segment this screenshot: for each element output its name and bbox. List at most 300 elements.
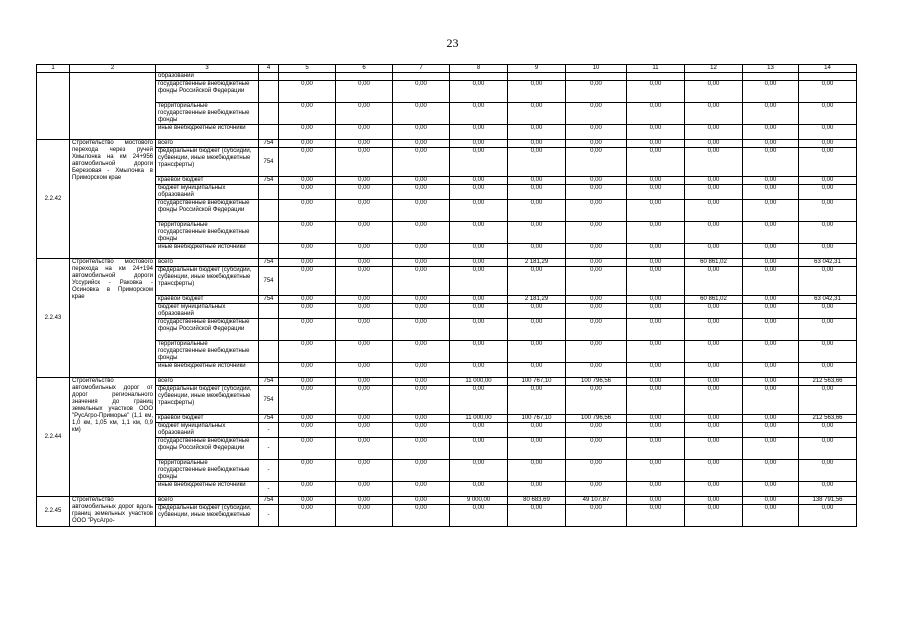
amount-cell: 0,00 [393, 319, 450, 341]
amount-cell: 0,00 [743, 386, 799, 415]
amount-cell: 0,00 [627, 482, 685, 497]
amount-cell: 0,00 [685, 505, 743, 527]
amount-cell: 0,00 [336, 378, 393, 386]
amount-cell: 0,00 [685, 148, 743, 177]
amount-cell [566, 73, 627, 81]
amount-cell: 0,00 [508, 103, 566, 125]
table-body [37, 73, 857, 527]
amount-cell: 0,00 [279, 296, 336, 304]
amount-cell: 0,00 [279, 200, 336, 222]
amount-cell: 0,00 [450, 185, 508, 200]
amount-cell: 0,00 [743, 244, 799, 259]
amount-cell: 0,00 [627, 460, 685, 482]
amount-cell [508, 73, 566, 81]
table-row [37, 415, 857, 423]
table-row [37, 497, 857, 505]
amount-cell: 0,00 [743, 81, 799, 103]
amount-cell: 0,00 [799, 482, 857, 497]
column-number-8: 8 [450, 65, 508, 73]
column-number-12: 12 [685, 65, 743, 73]
amount-cell: 0,00 [566, 259, 627, 267]
amount-cell: 0,00 [685, 497, 743, 505]
amount-cell: 0,00 [799, 319, 857, 341]
funding-source: территориальные государственные внебюджетные фонды [156, 222, 259, 244]
amount-cell: 0,00 [743, 415, 799, 423]
amount-cell: 0,00 [627, 103, 685, 125]
amount-cell: 0,00 [336, 222, 393, 244]
table-row [37, 200, 857, 222]
amount-cell: 0,00 [685, 423, 743, 438]
amount-cell: 0,00 [627, 259, 685, 267]
amount-cell: 0,00 [450, 386, 508, 415]
amount-cell [799, 73, 857, 81]
amount-cell: 0,00 [393, 378, 450, 386]
funding-source: всего [156, 259, 259, 267]
item-name: Строительство автомобильных дорог вдоль границ земельных участков ООО "РусАгро- [70, 497, 156, 527]
amount-cell: 0,00 [393, 296, 450, 304]
amount-cell: 0,00 [279, 341, 336, 363]
amount-cell: 0,00 [799, 363, 857, 378]
admin-code: 754 [259, 296, 279, 304]
amount-cell: 0,00 [566, 103, 627, 125]
amount-cell: 0,00 [450, 267, 508, 296]
amount-cell: 0,00 [508, 244, 566, 259]
item-number: 2.2.45 [37, 497, 70, 527]
amount-cell: 0,00 [450, 103, 508, 125]
amount-cell: 0,00 [799, 125, 857, 140]
amount-cell: 0,00 [279, 304, 336, 319]
amount-cell: 63 042,31 [799, 259, 857, 267]
amount-cell: 0,00 [566, 386, 627, 415]
funding-source: бюджет муниципальных образований [156, 304, 259, 319]
amount-cell: 0,00 [336, 304, 393, 319]
amount-cell: 0,00 [450, 148, 508, 177]
amount-cell: 0,00 [566, 200, 627, 222]
amount-cell: 0,00 [336, 415, 393, 423]
amount-cell: 0,00 [566, 140, 627, 148]
amount-cell: 0,00 [627, 296, 685, 304]
amount-cell [336, 73, 393, 81]
admin-code: 754 [259, 259, 279, 267]
amount-cell: 0,00 [393, 497, 450, 505]
amount-cell: 0,00 [799, 222, 857, 244]
amount-cell [279, 73, 336, 81]
amount-cell: 0,00 [685, 304, 743, 319]
amount-cell: 0,00 [799, 200, 857, 222]
amount-cell: 0,00 [799, 341, 857, 363]
amount-cell: 0,00 [627, 363, 685, 378]
amount-cell: 0,00 [279, 415, 336, 423]
amount-cell [685, 73, 743, 81]
admin-code [259, 73, 279, 81]
amount-cell: 63 042,31 [799, 296, 857, 304]
amount-cell: 0,00 [508, 177, 566, 185]
amount-cell: 0,00 [393, 81, 450, 103]
amount-cell: 0,00 [279, 148, 336, 177]
funding-source: краевой бюджет [156, 177, 259, 185]
amount-cell: 0,00 [336, 125, 393, 140]
amount-cell: 0,00 [743, 222, 799, 244]
funding-source: иные внебюджетные источники [156, 125, 259, 140]
amount-cell: 0,00 [627, 386, 685, 415]
amount-cell: 0,00 [743, 438, 799, 460]
amount-cell: 0,00 [566, 482, 627, 497]
funding-source: иные внебюджетные источники [156, 482, 259, 497]
admin-code: 754 [259, 497, 279, 505]
column-number-13: 13 [743, 65, 799, 73]
amount-cell: 0,00 [279, 244, 336, 259]
amount-cell: 0,00 [685, 378, 743, 386]
table-row [37, 296, 857, 304]
funding-source: территориальные государственные внебюджетные фонды [156, 341, 259, 363]
amount-cell: 0,00 [279, 81, 336, 103]
amount-cell: 0,00 [566, 177, 627, 185]
amount-cell: 0,00 [627, 148, 685, 177]
item-name [70, 73, 156, 140]
amount-cell: 0,00 [743, 200, 799, 222]
amount-cell: 0,00 [393, 177, 450, 185]
amount-cell: 0,00 [743, 177, 799, 185]
amount-cell: 11 000,00 [450, 415, 508, 423]
amount-cell: 0,00 [393, 259, 450, 267]
amount-cell: 100 796,56 [566, 378, 627, 386]
amount-cell: 0,00 [336, 200, 393, 222]
amount-cell: 0,00 [508, 505, 566, 527]
admin-code: 754 [259, 148, 279, 177]
amount-cell: 0,00 [336, 296, 393, 304]
amount-cell: 0,00 [627, 244, 685, 259]
amount-cell: 0,00 [336, 244, 393, 259]
amount-cell: 0,00 [450, 363, 508, 378]
amount-cell: 0,00 [336, 363, 393, 378]
amount-cell [393, 73, 450, 81]
amount-cell: 0,00 [627, 222, 685, 244]
admin-code: 754 [259, 378, 279, 386]
funding-source: федеральный бюджет (субсидии, субвенции, иные межбюджетные трансферты) [156, 148, 259, 177]
amount-cell: 0,00 [336, 386, 393, 415]
amount-cell: 0,00 [685, 341, 743, 363]
column-number-row [37, 65, 857, 73]
amount-cell: 0,00 [393, 222, 450, 244]
amount-cell: 0,00 [685, 222, 743, 244]
amount-cell: 0,00 [508, 482, 566, 497]
amount-cell: 0,00 [450, 244, 508, 259]
amount-cell: 0,00 [508, 222, 566, 244]
amount-cell: 100 796,56 [566, 415, 627, 423]
amount-cell: 0,00 [279, 423, 336, 438]
amount-cell: 212 563,66 [799, 415, 857, 423]
amount-cell: 0,00 [566, 267, 627, 296]
admin-code [259, 125, 279, 140]
amount-cell: 0,00 [393, 505, 450, 527]
amount-cell: 0,00 [743, 125, 799, 140]
admin-code: - [259, 460, 279, 482]
table-row [37, 423, 857, 438]
amount-cell: 0,00 [685, 460, 743, 482]
item-name: Строительство мостового перехода через ручей Хмылонка на км 24+956 автомобильной дороги Березовая - Хмылонка в Приморском крае [70, 140, 156, 259]
amount-cell: 0,00 [450, 341, 508, 363]
amount-cell: 0,00 [279, 482, 336, 497]
amount-cell: 0,00 [627, 304, 685, 319]
amount-cell: 0,00 [566, 363, 627, 378]
amount-cell: 0,00 [508, 438, 566, 460]
amount-cell: 0,00 [508, 185, 566, 200]
amount-cell: 0,00 [685, 185, 743, 200]
amount-cell: 0,00 [566, 304, 627, 319]
amount-cell: 0,00 [743, 482, 799, 497]
table-row [37, 386, 857, 415]
table-row [37, 140, 857, 148]
amount-cell: 0,00 [393, 460, 450, 482]
table-row [37, 103, 857, 125]
amount-cell: 0,00 [508, 140, 566, 148]
column-number-5: 5 [279, 65, 336, 73]
amount-cell: 0,00 [685, 386, 743, 415]
amount-cell: 0,00 [799, 81, 857, 103]
admin-code [259, 81, 279, 103]
funding-source: федеральный бюджет (субсидии, субвенции, иные межбюджетные трансферты) [156, 386, 259, 415]
column-number-1: 1 [37, 65, 70, 73]
table-row [37, 505, 857, 527]
amount-cell: 0,00 [627, 341, 685, 363]
amount-cell: 0,00 [393, 200, 450, 222]
table-row [37, 319, 857, 341]
amount-cell: 0,00 [685, 200, 743, 222]
amount-cell: 0,00 [508, 81, 566, 103]
amount-cell: 0,00 [450, 438, 508, 460]
admin-code [259, 200, 279, 222]
amount-cell: 0,00 [393, 267, 450, 296]
amount-cell: 0,00 [508, 148, 566, 177]
amount-cell: 0,00 [336, 423, 393, 438]
amount-cell: 60 861,02 [685, 296, 743, 304]
amount-cell: 0,00 [743, 103, 799, 125]
amount-cell: 0,00 [393, 423, 450, 438]
amount-cell [743, 73, 799, 81]
column-number-7: 7 [393, 65, 450, 73]
amount-cell: 80 683,69 [508, 497, 566, 505]
amount-cell: 0,00 [566, 296, 627, 304]
amount-cell: 0,00 [566, 460, 627, 482]
amount-cell: 0,00 [450, 319, 508, 341]
amount-cell: 0,00 [566, 125, 627, 140]
amount-cell: 0,00 [743, 185, 799, 200]
amount-cell: 0,00 [799, 185, 857, 200]
amount-cell: 0,00 [336, 460, 393, 482]
amount-cell: 0,00 [566, 222, 627, 244]
amount-cell: 0,00 [799, 140, 857, 148]
admin-code [259, 185, 279, 200]
amount-cell: 138 791,56 [799, 497, 857, 505]
amount-cell: 0,00 [743, 497, 799, 505]
amount-cell: 0,00 [685, 103, 743, 125]
amount-cell: 11 000,00 [450, 378, 508, 386]
table-row [37, 177, 857, 185]
table-row [37, 185, 857, 200]
table-row [37, 378, 857, 386]
amount-cell: 0,00 [393, 185, 450, 200]
funding-source: иные внебюджетные источники [156, 363, 259, 378]
column-number-6: 6 [336, 65, 393, 73]
amount-cell: 0,00 [799, 177, 857, 185]
amount-cell: 0,00 [336, 185, 393, 200]
column-number-3: 3 [156, 65, 259, 73]
amount-cell: 2 181,29 [508, 296, 566, 304]
funding-source: всего [156, 140, 259, 148]
column-number-10: 10 [566, 65, 627, 73]
funding-source: государственные внебюджетные фонды Российской Федерации [156, 200, 259, 222]
amount-cell: 0,00 [279, 363, 336, 378]
table-row [37, 363, 857, 378]
amount-cell: 0,00 [799, 423, 857, 438]
amount-cell: 0,00 [450, 482, 508, 497]
amount-cell: 0,00 [566, 81, 627, 103]
amount-cell: 0,00 [685, 319, 743, 341]
amount-cell: 0,00 [336, 438, 393, 460]
amount-cell: 0,00 [685, 438, 743, 460]
amount-cell: 0,00 [508, 125, 566, 140]
amount-cell: 0,00 [393, 244, 450, 259]
amount-cell: 0,00 [627, 319, 685, 341]
amount-cell: 100 767,10 [508, 415, 566, 423]
amount-cell: 0,00 [279, 386, 336, 415]
amount-cell: 0,00 [393, 341, 450, 363]
table-row [37, 148, 857, 177]
amount-cell: 0,00 [685, 177, 743, 185]
admin-code [259, 222, 279, 244]
table-row [37, 259, 857, 267]
amount-cell: 2 181,29 [508, 259, 566, 267]
funding-source: всего [156, 378, 259, 386]
amount-cell [450, 73, 508, 81]
amount-cell: 0,00 [393, 482, 450, 497]
amount-cell: 0,00 [279, 378, 336, 386]
admin-code: 754 [259, 177, 279, 185]
amount-cell: 0,00 [685, 125, 743, 140]
amount-cell: 0,00 [799, 304, 857, 319]
funding-source: образований [156, 73, 259, 81]
admin-code: - [259, 423, 279, 438]
amount-cell: 0,00 [508, 304, 566, 319]
table-row [37, 267, 857, 296]
amount-cell: 0,00 [743, 267, 799, 296]
amount-cell: 0,00 [799, 505, 857, 527]
table-row [37, 222, 857, 244]
amount-cell: 0,00 [799, 267, 857, 296]
funding-source: федеральный бюджет (субсидии, субвенции, иные межбюджетные трансферты) [156, 267, 259, 296]
amount-cell: 0,00 [279, 497, 336, 505]
table-row [37, 438, 857, 460]
amount-cell: 0,00 [627, 177, 685, 185]
amount-cell: 0,00 [743, 140, 799, 148]
amount-cell: 0,00 [627, 505, 685, 527]
amount-cell: 60 861,02 [685, 259, 743, 267]
amount-cell: 0,00 [799, 386, 857, 415]
admin-code: 754 [259, 267, 279, 296]
amount-cell: 0,00 [685, 81, 743, 103]
amount-cell: 0,00 [279, 505, 336, 527]
amount-cell: 0,00 [450, 296, 508, 304]
amount-cell: 0,00 [627, 140, 685, 148]
amount-cell: 0,00 [450, 125, 508, 140]
amount-cell: 0,00 [743, 296, 799, 304]
amount-cell: 0,00 [627, 267, 685, 296]
funding-source: бюджет муниципальных образований [156, 423, 259, 438]
amount-cell: 0,00 [566, 244, 627, 259]
amount-cell: 0,00 [450, 81, 508, 103]
funding-source: иные внебюджетные источники [156, 244, 259, 259]
table-row [37, 125, 857, 140]
amount-cell: 0,00 [336, 148, 393, 177]
amount-cell: 0,00 [336, 482, 393, 497]
amount-cell: 0,00 [450, 423, 508, 438]
amount-cell: 0,00 [279, 125, 336, 140]
amount-cell: 0,00 [450, 177, 508, 185]
amount-cell: 0,00 [393, 415, 450, 423]
amount-cell: 0,00 [508, 200, 566, 222]
amount-cell: 0,00 [627, 415, 685, 423]
amount-cell: 0,00 [685, 267, 743, 296]
amount-cell: 0,00 [685, 363, 743, 378]
funding-source: краевой бюджет [156, 296, 259, 304]
funding-source: государственные внебюджетные фонды Российской Федерации [156, 81, 259, 103]
amount-cell: 0,00 [336, 319, 393, 341]
amount-cell: 0,00 [743, 363, 799, 378]
item-number [37, 73, 70, 140]
amount-cell: 0,00 [627, 423, 685, 438]
funding-source: государственные внебюджетные фонды Российской Федерации [156, 319, 259, 341]
item-number: 2.2.44 [37, 378, 70, 497]
amount-cell: 0,00 [685, 244, 743, 259]
amount-cell: 0,00 [627, 438, 685, 460]
column-number-9: 9 [508, 65, 566, 73]
amount-cell: 0,00 [743, 423, 799, 438]
amount-cell: 0,00 [336, 81, 393, 103]
table-row [37, 244, 857, 259]
amount-cell: 0,00 [627, 185, 685, 200]
amount-cell: 0,00 [508, 363, 566, 378]
amount-cell: 0,00 [566, 341, 627, 363]
amount-cell: 0,00 [566, 505, 627, 527]
amount-cell: 0,00 [336, 497, 393, 505]
amount-cell: 0,00 [279, 460, 336, 482]
budget-table [36, 64, 857, 527]
admin-code [259, 319, 279, 341]
amount-cell: 0,00 [743, 341, 799, 363]
amount-cell: 0,00 [685, 140, 743, 148]
admin-code [259, 103, 279, 125]
amount-cell: 0,00 [450, 505, 508, 527]
table-row [37, 482, 857, 497]
item-name: Строительство автомобильных дорог от дорог регионального значения до границ земельных участков ООО "РусАгро-Приморье" (1,1 км, 1,0 км, 1,05 км, 1,1 км, 0,9 км) [70, 378, 156, 497]
amount-cell: 0,00 [450, 304, 508, 319]
amount-cell: 0,00 [799, 244, 857, 259]
amount-cell: 0,00 [627, 125, 685, 140]
column-number-11: 11 [627, 65, 685, 73]
admin-code [259, 304, 279, 319]
amount-cell: 212 563,66 [799, 378, 857, 386]
table-row [37, 460, 857, 482]
amount-cell: 0,00 [566, 319, 627, 341]
amount-cell: 0,00 [279, 140, 336, 148]
admin-code: - [259, 482, 279, 497]
funding-source: государственные внебюджетные фонды Российской Федерации [156, 438, 259, 460]
amount-cell: 0,00 [336, 103, 393, 125]
admin-code: - [259, 438, 279, 460]
amount-cell: 0,00 [279, 267, 336, 296]
item-number: 2.2.43 [37, 259, 70, 378]
amount-cell: 0,00 [393, 363, 450, 378]
